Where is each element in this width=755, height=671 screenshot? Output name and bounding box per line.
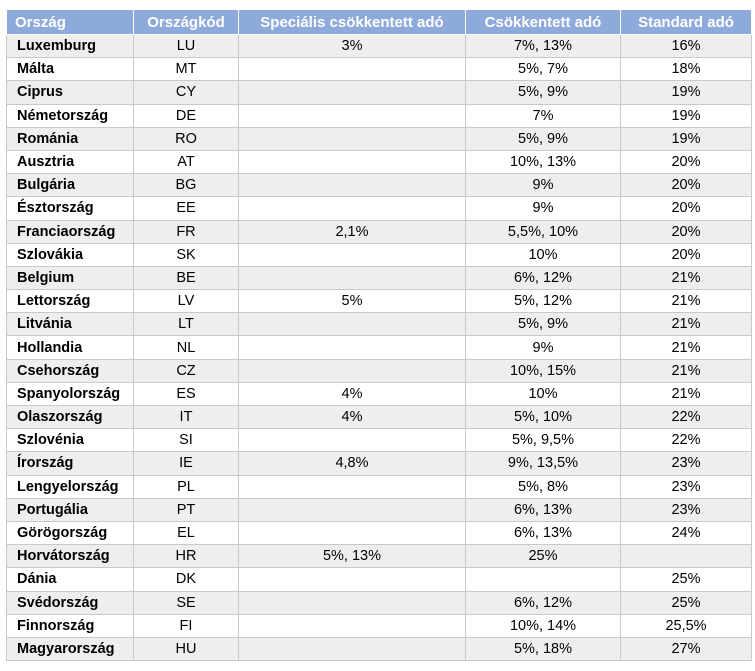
table-row xyxy=(7,220,752,243)
table-row xyxy=(7,429,752,452)
cell-standard-rate: 19% xyxy=(621,104,752,127)
cell-country: Finnország xyxy=(7,614,134,637)
cell-reduced-rate: 25% xyxy=(466,545,621,568)
cell-special-reduced-rate: 2,1% xyxy=(239,220,466,243)
table-row xyxy=(7,266,752,289)
cell-country: Spanyolország xyxy=(7,382,134,405)
cell-country-code: LU xyxy=(134,35,239,58)
cell-special-reduced-rate xyxy=(239,521,466,544)
cell-reduced-rate: 10% xyxy=(466,243,621,266)
cell-standard-rate: 20% xyxy=(621,220,752,243)
cell-standard-rate: 27% xyxy=(621,637,752,660)
cell-country: Lengyelország xyxy=(7,475,134,498)
cell-standard-rate: 25% xyxy=(621,568,752,591)
cell-special-reduced-rate: 5%, 13% xyxy=(239,545,466,568)
table-row xyxy=(7,127,752,150)
table-row xyxy=(7,174,752,197)
cell-reduced-rate: 5%, 8% xyxy=(466,475,621,498)
cell-reduced-rate: 7%, 13% xyxy=(466,35,621,58)
cell-country-code: LV xyxy=(134,290,239,313)
table-row xyxy=(7,81,752,104)
cell-standard-rate: 23% xyxy=(621,475,752,498)
header-country: Ország xyxy=(7,10,134,35)
cell-country: Portugália xyxy=(7,498,134,521)
cell-country-code: EL xyxy=(134,521,239,544)
cell-country-code: IT xyxy=(134,406,239,429)
cell-country-code: SE xyxy=(134,591,239,614)
cell-country: Bulgária xyxy=(7,174,134,197)
cell-standard-rate: 24% xyxy=(621,521,752,544)
cell-special-reduced-rate xyxy=(239,174,466,197)
cell-reduced-rate: 7% xyxy=(466,104,621,127)
cell-reduced-rate xyxy=(466,568,621,591)
cell-reduced-rate: 5,5%, 10% xyxy=(466,220,621,243)
table-row xyxy=(7,359,752,382)
cell-country-code: FR xyxy=(134,220,239,243)
table-body xyxy=(7,35,752,661)
cell-reduced-rate: 5%, 18% xyxy=(466,637,621,660)
cell-country: Lettország xyxy=(7,290,134,313)
cell-standard-rate: 22% xyxy=(621,429,752,452)
cell-special-reduced-rate: 5% xyxy=(239,290,466,313)
header-special-reduced-rate: Speciális csökkentett adó xyxy=(239,10,466,35)
cell-country: Szlovénia xyxy=(7,429,134,452)
cell-standard-rate: 20% xyxy=(621,243,752,266)
cell-reduced-rate: 5%, 12% xyxy=(466,290,621,313)
cell-standard-rate: 21% xyxy=(621,313,752,336)
cell-country-code: SK xyxy=(134,243,239,266)
cell-reduced-rate: 5%, 9,5% xyxy=(466,429,621,452)
cell-standard-rate: 18% xyxy=(621,58,752,81)
cell-country: Magyarország xyxy=(7,637,134,660)
cell-special-reduced-rate: 4% xyxy=(239,406,466,429)
cell-reduced-rate: 9% xyxy=(466,174,621,197)
cell-country: Ciprus xyxy=(7,81,134,104)
cell-reduced-rate: 6%, 13% xyxy=(466,498,621,521)
cell-special-reduced-rate xyxy=(239,614,466,637)
table-header xyxy=(7,10,752,35)
cell-special-reduced-rate xyxy=(239,359,466,382)
cell-country: Málta xyxy=(7,58,134,81)
cell-country-code: NL xyxy=(134,336,239,359)
cell-special-reduced-rate xyxy=(239,127,466,150)
cell-country-code: SI xyxy=(134,429,239,452)
cell-standard-rate: 20% xyxy=(621,174,752,197)
cell-country-code: DK xyxy=(134,568,239,591)
table-row xyxy=(7,150,752,173)
cell-country-code: LT xyxy=(134,313,239,336)
cell-country-code: AT xyxy=(134,150,239,173)
cell-country: Litvánia xyxy=(7,313,134,336)
cell-special-reduced-rate: 4,8% xyxy=(239,452,466,475)
cell-country-code: PT xyxy=(134,498,239,521)
cell-special-reduced-rate xyxy=(239,150,466,173)
cell-country-code: BE xyxy=(134,266,239,289)
table-row xyxy=(7,197,752,220)
cell-standard-rate: 23% xyxy=(621,452,752,475)
cell-country-code: ES xyxy=(134,382,239,405)
cell-country-code: HR xyxy=(134,545,239,568)
table-row xyxy=(7,521,752,544)
cell-country-code: BG xyxy=(134,174,239,197)
cell-reduced-rate: 5%, 7% xyxy=(466,58,621,81)
cell-standard-rate: 21% xyxy=(621,359,752,382)
cell-country: Belgium xyxy=(7,266,134,289)
table-row xyxy=(7,637,752,660)
table-row xyxy=(7,591,752,614)
table-row xyxy=(7,568,752,591)
table-row xyxy=(7,382,752,405)
cell-country: Olaszország xyxy=(7,406,134,429)
cell-reduced-rate: 10% xyxy=(466,382,621,405)
header-country-code: Országkód xyxy=(134,10,239,35)
header-reduced-rate: Csökkentett adó xyxy=(466,10,621,35)
cell-special-reduced-rate xyxy=(239,243,466,266)
cell-country: Szlovákia xyxy=(7,243,134,266)
cell-country: Dánia xyxy=(7,568,134,591)
cell-country: Németország xyxy=(7,104,134,127)
cell-special-reduced-rate: 3% xyxy=(239,35,466,58)
cell-country-code: DE xyxy=(134,104,239,127)
table-row xyxy=(7,243,752,266)
cell-standard-rate: 21% xyxy=(621,266,752,289)
cell-standard-rate: 16% xyxy=(621,35,752,58)
cell-country-code: MT xyxy=(134,58,239,81)
cell-special-reduced-rate xyxy=(239,498,466,521)
cell-special-reduced-rate xyxy=(239,58,466,81)
cell-country: Luxemburg xyxy=(7,35,134,58)
vat-table-container xyxy=(6,9,752,661)
cell-reduced-rate: 6%, 12% xyxy=(466,266,621,289)
cell-country: Svédország xyxy=(7,591,134,614)
cell-reduced-rate: 6%, 12% xyxy=(466,591,621,614)
header-row xyxy=(7,10,752,35)
cell-country-code: HU xyxy=(134,637,239,660)
cell-special-reduced-rate xyxy=(239,591,466,614)
cell-special-reduced-rate xyxy=(239,637,466,660)
cell-reduced-rate: 9% xyxy=(466,197,621,220)
cell-special-reduced-rate xyxy=(239,475,466,498)
table-row xyxy=(7,290,752,313)
cell-standard-rate: 21% xyxy=(621,382,752,405)
cell-reduced-rate: 10%, 13% xyxy=(466,150,621,173)
cell-standard-rate: 23% xyxy=(621,498,752,521)
cell-country: Románia xyxy=(7,127,134,150)
cell-country-code: IE xyxy=(134,452,239,475)
cell-country-code: RO xyxy=(134,127,239,150)
cell-standard-rate: 22% xyxy=(621,406,752,429)
cell-reduced-rate: 5%, 9% xyxy=(466,313,621,336)
cell-special-reduced-rate xyxy=(239,81,466,104)
cell-special-reduced-rate xyxy=(239,266,466,289)
table-row xyxy=(7,614,752,637)
cell-standard-rate: 25,5% xyxy=(621,614,752,637)
cell-standard-rate: 21% xyxy=(621,336,752,359)
header-standard-rate: Standard adó xyxy=(621,10,752,35)
table-row xyxy=(7,313,752,336)
cell-special-reduced-rate: 4% xyxy=(239,382,466,405)
table-row xyxy=(7,336,752,359)
cell-reduced-rate: 6%, 13% xyxy=(466,521,621,544)
cell-standard-rate: 20% xyxy=(621,197,752,220)
cell-country-code: CZ xyxy=(134,359,239,382)
cell-reduced-rate: 5%, 9% xyxy=(466,127,621,150)
cell-special-reduced-rate xyxy=(239,336,466,359)
cell-country-code: CY xyxy=(134,81,239,104)
table-row xyxy=(7,545,752,568)
cell-country: Hollandia xyxy=(7,336,134,359)
cell-standard-rate: 25% xyxy=(621,591,752,614)
cell-country-code: FI xyxy=(134,614,239,637)
cell-reduced-rate: 10%, 15% xyxy=(466,359,621,382)
cell-reduced-rate: 5%, 9% xyxy=(466,81,621,104)
cell-reduced-rate: 5%, 10% xyxy=(466,406,621,429)
cell-country: Görögország xyxy=(7,521,134,544)
cell-reduced-rate: 10%, 14% xyxy=(466,614,621,637)
table-row xyxy=(7,498,752,521)
table-row xyxy=(7,35,752,58)
cell-country-code: EE xyxy=(134,197,239,220)
table-row xyxy=(7,406,752,429)
vat-rates-table xyxy=(6,9,752,661)
cell-country-code: PL xyxy=(134,475,239,498)
cell-country: Csehország xyxy=(7,359,134,382)
cell-reduced-rate: 9%, 13,5% xyxy=(466,452,621,475)
cell-country: Ausztria xyxy=(7,150,134,173)
cell-special-reduced-rate xyxy=(239,197,466,220)
table-row xyxy=(7,452,752,475)
cell-reduced-rate: 9% xyxy=(466,336,621,359)
cell-standard-rate: 20% xyxy=(621,150,752,173)
cell-special-reduced-rate xyxy=(239,429,466,452)
cell-standard-rate: 19% xyxy=(621,81,752,104)
cell-special-reduced-rate xyxy=(239,104,466,127)
table-row xyxy=(7,475,752,498)
cell-special-reduced-rate xyxy=(239,568,466,591)
cell-special-reduced-rate xyxy=(239,313,466,336)
table-row xyxy=(7,104,752,127)
cell-country: Írország xyxy=(7,452,134,475)
cell-country: Franciaország xyxy=(7,220,134,243)
cell-standard-rate xyxy=(621,545,752,568)
cell-standard-rate: 19% xyxy=(621,127,752,150)
cell-country: Horvátország xyxy=(7,545,134,568)
table-row xyxy=(7,58,752,81)
cell-standard-rate: 21% xyxy=(621,290,752,313)
cell-country: Észtország xyxy=(7,197,134,220)
